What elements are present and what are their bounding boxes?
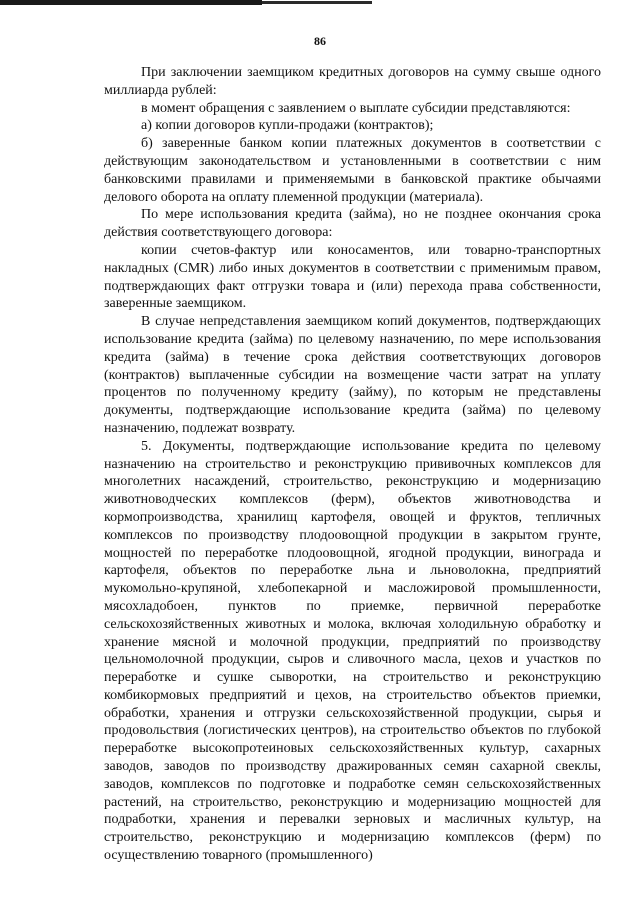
scan-edge-mark-secondary (262, 1, 372, 4)
page-number: 86 (314, 34, 326, 48)
paragraph: При заключении заемщиком кредитных договоров на сумму свыше одного миллиарда рублей: (104, 65, 601, 98)
scan-edge-mark (0, 0, 262, 5)
paragraph: 5. Документы, подтверждающие использование кредита по целевому назначению на строительство и реконструкцию прививочных комплексов для многолетних насаждений, строительство, реконструкцию и модернизацию животноводческих комплексов (ферм), объектов животноводства и кормопроизводства, хранилищ картофеля, овощей и фруктов, тепличных комплексов по производству плодоовощной продукции в закрытом грунте, мощностей по переработке плодоовощной, ягодной продукции, винограда и картофеля, объектов по переработке льна и льноволокна, предприятий мукомольно-крупяной, хлебопекарной и масложировой промышленности, мясохладобоен, пунктов по приемке, первичной переработке сельскохозяйственных животных и молока, включая холодильную обработку и хранение мясной и молочной продукции, предприятий по производству цельномолочной продукции, сыров и сливочного масла, цехов и участков по переработке и сушке сыворотки, на строительство и реконструкцию комбикормовых предприятий и цехов, на строительство объектов приемки, обработки, хранения и отгрузки сельскохозяйственной продукции, сырья и продовольствия (логистических центров), на строительство объектов по глубокой переработке высокопротеиновых сельскохозяйственных культур, сахарных заводов, заводов по производству дражированных семян сахарной свеклы, заводов, комплексов по подготовке и подработке семян сельскохозяйственных растений, на строительство, реконструкцию и модернизацию мощностей для подработки, хранения и перевалки зерновых и масличных культур, на строительство, реконструкцию и модернизацию комплексов (ферм) по осуществлению товарного (промышленного) (104, 438, 601, 864)
document-body (104, 64, 601, 865)
paragraph: б) заверенные банком копии платежных документов в соответствии с действующим законодательством и установленными в соответствии с ним банковскими правилами и применяемыми в банковской практике обычаями делового оборота на оплату племенной продукции (материала). (104, 136, 601, 205)
paragraph: копии счетов-фактур или коносаментов, или товарно-транспортных накладных (CMR) либо иных документов в соответствии с применимым правом, подтверждающих факт отгрузки товара и (или) перехода права собственности, заверенные заемщиком. (104, 242, 601, 312)
paragraph: в момент обращения с заявлением о выплате субсидии представляются: (141, 100, 571, 116)
paragraph: По мере использования кредита (займа), но не позднее окончания срока действия соответствующего договора: (104, 207, 601, 241)
paragraph: В случае непредставления заемщиком копий документов, подтверждающих использование кредита (займа) по целевому назначению, по мере использования кредита (займа) в течение срока действия соответствующих договоров (контрактов) выплаченные субсидии на возмещение части затрат на уплату процентов по полученному кредиту (займу), по которым не представлены документы, подтверждающие использование кредита (займа) по целевому назначению, подлежат возврату. (104, 314, 601, 436)
paragraph: а) копии договоров купли-продажи (контрактов); (141, 118, 434, 134)
